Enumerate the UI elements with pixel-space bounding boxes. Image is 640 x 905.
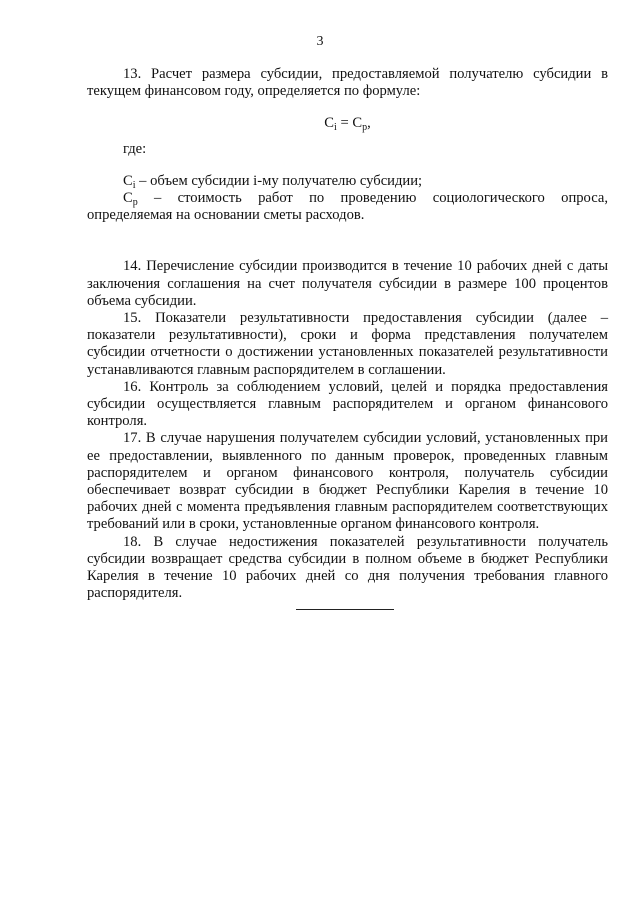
paragraph-gap xyxy=(87,224,608,258)
def-ci-text: – объем субсидии i-му получателю субсидии; xyxy=(135,172,423,189)
paragraph-13: 13. Расчет размера субсидии, предоставляемой получателю субсидии в текущем финансовом году, определяется по формуле: xyxy=(87,66,608,100)
paragraph-15: 15. Показатели результативности предоставления субсидии (далее – показатели результативности), сроки и форма представления получателем субсидии отчетности о достижении установленных показателей результативности устанавливаются главным распорядителем в соглашении. xyxy=(87,310,608,378)
page-number: 3 xyxy=(316,34,324,49)
formula-rhs: C xyxy=(352,115,363,132)
def-ci-symbol: C xyxy=(123,172,133,189)
formula-tail: , xyxy=(367,115,371,132)
def-cp-text: – стоимость работ по проведению социологического опроса, определяемая на основании сметы расходов. xyxy=(87,190,608,224)
document-body xyxy=(87,66,608,602)
def-cp-subscript: p xyxy=(132,197,138,209)
paragraph-16: 16. Контроль за соблюдением условий, целей и порядка предоставления субсидии осуществляется главным распорядителем и органом финансового контроля. xyxy=(87,378,608,430)
paragraph-14: 14. Перечисление субсидии производится в течение 10 рабочих дней с даты заключения соглашения на счет получателя субсидии в размере 100 процентов объема субсидии. xyxy=(87,258,608,309)
def-cp-symbol: C xyxy=(123,190,133,207)
formula-equals: = xyxy=(336,115,353,132)
where-label: где: xyxy=(123,140,147,157)
definition-cp xyxy=(87,190,608,224)
def-ci-subscript: i xyxy=(132,179,136,191)
formula-lhs: C xyxy=(324,115,335,132)
formula-lhs-subscript: i xyxy=(334,122,337,134)
paragraph-17: 17. В случае нарушения получателем субсидии условий, установленных при ее предоставлении, выявленного по данным проверок, проведенных главным распорядителем и органом финансового контроля, получатель субсидии обеспечивает возврат субсидии в бюджет Республики Карелия в течение 10 рабочих дней с момента предъявления главным распорядителем соответствующих требований или в сроки, установленные органом финансового контроля. xyxy=(87,430,608,533)
definition-ci xyxy=(87,173,608,190)
paragraph-18: 18. В случае недостижения показателей результативности получатель субсидии возвращает средства субсидии в полном объеме в бюджет Республики Карелия в течение 10 рабочих дней со дня получения требования главного распорядителя. xyxy=(87,533,608,602)
formula xyxy=(87,115,608,132)
formula-rhs-subscript: p xyxy=(362,122,368,134)
end-separator-line xyxy=(296,609,394,610)
